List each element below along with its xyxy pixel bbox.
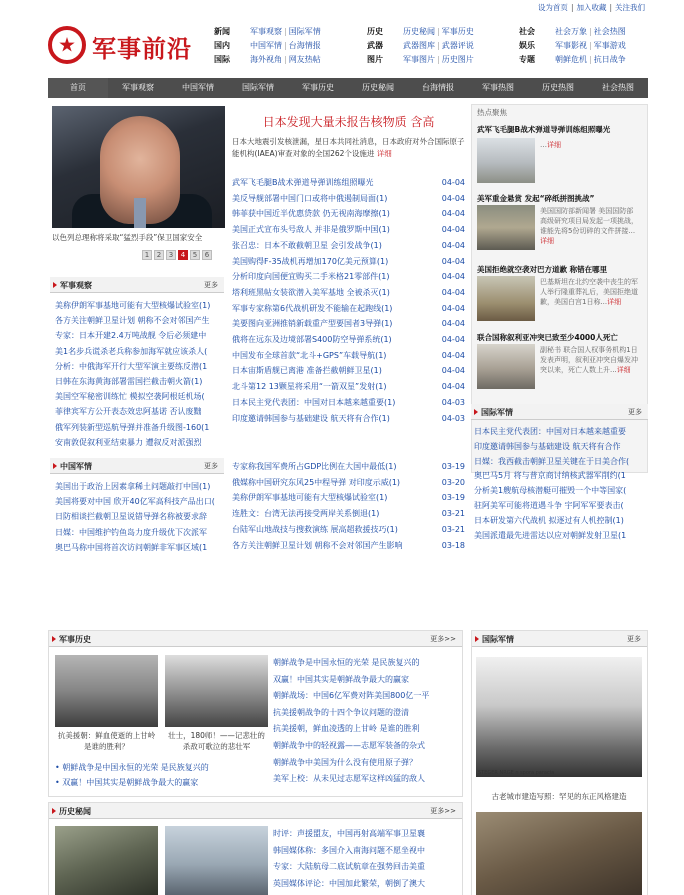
china-mil-header <box>50 458 224 474</box>
list-item[interactable]: 各方关注朝鲜卫星计划 朝称不会对邻国产生 <box>55 316 210 326</box>
intl-mil-header <box>471 404 648 420</box>
nav-item[interactable]: 社会热图 <box>602 83 634 92</box>
news-row[interactable] <box>232 301 465 317</box>
hot-item-image[interactable] <box>477 344 535 389</box>
category-group-social: 社会 社会万象 | 社会热图 娱乐 军事影视 | 军事游戏 专题 朝鲜危机 | 抗日战争 <box>519 25 626 67</box>
news-title[interactable]: 美称伊朗军事基地可能有大型核爆试验室(1) <box>232 493 388 503</box>
news-title[interactable]: 中国发布全球首款“北斗+GPS”车载导航(1) <box>232 350 387 360</box>
nav-item[interactable]: 军事热图 <box>482 83 514 92</box>
cat-head: 历史 <box>367 27 383 36</box>
logo-text: 军事前沿 <box>92 34 192 63</box>
cat-head: 国内 <box>214 41 230 50</box>
mil-hist-header <box>49 631 462 647</box>
hot-item-desc <box>540 277 640 307</box>
news-date: 04-04 <box>441 366 465 376</box>
top-links: 设为首页 | 加入收藏 | 关注我们 <box>535 2 648 13</box>
list-item[interactable]: 日媒：中国维护钓鱼岛力度升级优下次派军 <box>55 527 207 537</box>
pager-page-active[interactable]: 4 <box>178 250 188 260</box>
category-group-history: 历史 历史秘闻 | 军事历史 武器 武器图库 | 武器评说 图片 军事图片 | 历史图片 <box>367 25 474 67</box>
bullet-dot: • <box>55 763 63 772</box>
featured-photo[interactable] <box>52 106 225 228</box>
list-item[interactable]: 日韩在东海黄海部署雷国拦截击朝火箭(1) <box>55 377 203 387</box>
list-item[interactable]: 朝鲜战场：中国6亿军费对阵美国800亿一平 <box>273 691 430 701</box>
list-item[interactable]: 驻阿美军可能将道遇斗争 宇阿军军要表击( <box>474 500 624 510</box>
nav-item[interactable]: 军事历史 <box>302 83 334 92</box>
headline-title[interactable]: 日本发现大量未报告核物质 含高 <box>262 115 435 129</box>
list-item[interactable]: 时评：声援盟友，中国再射高端军事卫星襄 <box>273 829 425 838</box>
list-item[interactable]: 日媒：我西截击朝鲜卫星关键在于日美合作( <box>474 456 630 466</box>
news-date: 03-19 <box>441 493 465 503</box>
news-row[interactable] <box>232 348 465 364</box>
list-item[interactable]: 安南敦促叙利亚结束暴力 遭叙反对派强烈 <box>55 437 202 447</box>
list-item[interactable]: 美国将要对中国 欣开40亿军高科技产品出口( <box>55 497 215 507</box>
intl-mil2-caption[interactable]: 古老城市建造写照：罕见的东正风格建造 <box>491 792 627 801</box>
news-title[interactable]: 美要图向亚洲推销新载重产型要国者3导弹(1) <box>232 319 393 329</box>
cat-head: 专题 <box>519 55 535 64</box>
hot-item-desc-text: 副秘书 联合国人权事务机构1日发表声明，叙利亚冲突自爆发冲突以来，死亡人数上升... <box>540 346 638 374</box>
list-item[interactable]: 日防相谈拦截朝卫星说错导弹名称被要求辞 <box>55 512 207 522</box>
cat-link[interactable]: 历史秘闻 <box>403 27 435 36</box>
china-mil-list <box>55 479 223 555</box>
cat-head: 社会 <box>519 27 535 36</box>
list-item[interactable]: 分析：中俄海军开行大型军演主要练反潜(1 <box>55 361 208 371</box>
mil-obs-list <box>55 298 223 450</box>
hot-item-image[interactable] <box>477 276 535 321</box>
news-title[interactable]: 俄将在远东及边境部署S400防空导弹系统(1) <box>232 335 392 345</box>
news-row[interactable] <box>232 459 465 475</box>
list-item[interactable]: 日本民主党代表团：中国对日本越来越重要 <box>474 427 626 436</box>
cat-link[interactable]: 社会热图 <box>593 27 626 36</box>
list-item[interactable]: 抗美援朝，鲜血凌透的上甘岭 是谁的胜利 <box>273 724 420 734</box>
cat-link[interactable]: 朝鲜危机 <box>555 55 587 64</box>
news-row[interactable] <box>232 411 465 427</box>
headline-summary <box>232 136 465 160</box>
news-row[interactable] <box>232 332 465 348</box>
hot-item-title[interactable]: 美国拒绝就空袭对巴方道歉 称错在哪里 <box>477 265 608 274</box>
cat-link[interactable]: 武器图库 <box>403 41 435 50</box>
cat-link[interactable]: 海外视角 <box>250 55 282 64</box>
list-item[interactable]: 奥巴马称中国将首次访问朝鲜非军事区域(1 <box>55 542 208 552</box>
hot-item-desc <box>540 206 640 246</box>
set-homepage-link[interactable]: 设为首页 <box>537 3 568 12</box>
news-row[interactable] <box>232 222 465 238</box>
featured-photo-caption[interactable]: 以色列总理称将采取“猛烈手段”保卫国家安全 <box>52 233 203 242</box>
list-item[interactable]: 专家：大陆航母二底试航章在强势回击美重 <box>273 862 425 871</box>
news-date: 03-18 <box>441 540 465 550</box>
news-title[interactable]: 各方关注朝鲜卫星计划 朝称不会对邻国产生影响 <box>232 540 403 550</box>
nav-item[interactable]: 历史热图 <box>542 83 574 92</box>
news-title[interactable]: 分析印度向国便宜购买二手米格21零部件(1) <box>232 272 390 282</box>
news-date: 03-21 <box>441 509 465 519</box>
hot-item-desc-text: 巴基斯坦在北约空袭中丧生的军人举行隆重葬礼后，美国拒绝道歉，美国白宫1日称... <box>540 278 638 306</box>
hist-secret-image-2[interactable] <box>165 826 268 895</box>
list-item[interactable]: 专家：日本开建2.4万吨战舰 令后必须建中 <box>55 331 207 341</box>
news-row[interactable] <box>232 363 465 379</box>
cat-head: 新闻 <box>214 27 230 36</box>
list-item[interactable]: 美国派遣最先进雷达以应对朝鲜发射卫星(1 <box>474 530 627 540</box>
news-row[interactable] <box>232 191 465 207</box>
list-item[interactable]: 英国媒体评论：中国加此繁荣，朝倒了澳大 <box>273 878 425 888</box>
news-date: 04-04 <box>441 382 465 392</box>
news-date: 04-04 <box>441 287 465 297</box>
hist-secret-list <box>273 826 458 892</box>
mil-hist-image-1[interactable] <box>55 655 158 727</box>
news-row[interactable] <box>232 506 465 522</box>
news-date: 04-04 <box>441 319 465 329</box>
hot-item-more[interactable]: 详细 <box>616 366 631 374</box>
mil-obs-header <box>50 277 224 293</box>
cat-link[interactable]: 军事图片 <box>403 55 435 64</box>
hot-item-more[interactable]: 详细 <box>547 141 561 149</box>
nav-home[interactable]: 首页 <box>48 78 108 98</box>
hot-item-more[interactable]: 详细 <box>540 237 554 245</box>
list-item[interactable]: 朝鲜战争是中国永恒的光荣 是民族复兴的 <box>273 658 420 667</box>
list-item[interactable]: 美称伊朗军事基地可能有大型核爆试验室(1) <box>55 301 211 310</box>
nav-item[interactable]: 历史秘闻 <box>362 83 394 92</box>
mil-hist-caption-1[interactable]: 抗美援朝：鲜血使逝的上甘岭是谁的胜利？ <box>57 731 156 751</box>
news-row[interactable] <box>232 490 465 506</box>
hist-secret-title: 历史秘闻 <box>59 807 91 816</box>
cat-head: 图片 <box>367 55 383 64</box>
bullet-text[interactable]: 双赢！中国其实是朝鲜战争最大的赢家 <box>62 778 199 787</box>
bullet-item[interactable] <box>55 775 265 790</box>
news-list-2 <box>232 459 465 553</box>
news-date: 04-04 <box>441 240 465 250</box>
news-title[interactable]: 军事专家称第6代战机研发不能输在起跑线(1) <box>232 303 393 313</box>
intl-mil2-title: 国际军情 <box>482 635 514 644</box>
news-title[interactable]: 塔利班黑帖女装欲潜入美军基地 全被杀灭(1) <box>232 287 390 297</box>
news-row[interactable] <box>232 395 465 411</box>
pager-page[interactable]: 5 <box>190 250 200 260</box>
cat-link[interactable]: 武器评说 <box>441 41 474 50</box>
news-date: 04-04 <box>441 209 465 219</box>
news-row[interactable] <box>232 379 465 395</box>
list-item[interactable]: 印度邀请韩国参与基础建设 航天将有合作 <box>474 441 621 451</box>
cat-link[interactable]: 社会万象 <box>555 27 587 36</box>
list-item[interactable]: 俄军列装新型巡航导弹并准备升级图-160(1 <box>55 422 210 432</box>
nav-item[interactable]: 军事观察 <box>122 83 154 92</box>
list-item[interactable]: 美1名步兵谎杀老兵称参加海军就应该杀人( <box>55 346 208 356</box>
cat-head: 娱乐 <box>519 41 535 50</box>
news-date: 03-19 <box>441 462 465 471</box>
list-item[interactable]: 朝鲜战争中的轻视露——志愿军装备的杂式 <box>273 740 425 750</box>
news-date: 04-04 <box>441 178 465 187</box>
list-item[interactable]: 美国空军秘密训练忙 模拟空袭阿根廷机场( <box>55 392 205 402</box>
mil-hist-more[interactable]: 更多>> <box>430 635 456 643</box>
mil-hist-list <box>273 655 458 788</box>
news-date: 04-04 <box>441 193 465 203</box>
hot-item-desc: …详细 <box>540 141 561 149</box>
hot-item-title[interactable]: 美军重金悬赏 发起“碎纸拼图挑战” <box>477 194 595 203</box>
news-date: 03-20 <box>441 477 465 487</box>
cat-link[interactable]: 网友热帖 <box>288 55 321 64</box>
news-title[interactable]: 台陆军山地战技与搜救演练 展高超救援技巧(1) <box>232 524 398 534</box>
mil-hist-bullets <box>55 760 265 790</box>
list-item[interactable]: 日本研发第六代战机 拟逐过有人机控制(1) <box>474 515 624 525</box>
news-date: 04-04 <box>441 225 465 235</box>
nav-item[interactable]: 台海情报 <box>422 83 454 92</box>
list-item[interactable]: 抗美援朝战争的十四个争议问题的澄清 <box>273 707 409 717</box>
news-title[interactable]: 韩菲获中国近半优惠贷款 仍无视南海摩擦(1) <box>232 209 390 219</box>
china-mil-title: 中国军情 <box>60 462 92 471</box>
news-date: 03-21 <box>441 524 465 534</box>
news-title[interactable]: 美反导舰部署中国门口或将中俄遏制局面(1) <box>232 193 388 203</box>
news-row[interactable] <box>232 254 465 270</box>
cat-link[interactable]: 历史图片 <box>441 55 474 64</box>
bullet-text[interactable]: 朝鲜战争是中国永恒的光荣 是民族复兴的 <box>62 763 209 772</box>
cat-link[interactable]: 军事影视 <box>555 41 587 50</box>
hist-secret-header <box>49 803 462 819</box>
china-mil-more[interactable]: 更多 <box>204 462 218 470</box>
news-title[interactable]: 张召忠：日本不敢截朝卫星 会引发战争(1) <box>232 240 382 250</box>
mil-obs-more[interactable]: 更多 <box>204 281 218 289</box>
pager-page[interactable]: 1 <box>142 250 152 260</box>
intl-mil2-more[interactable]: 更多 <box>627 635 641 643</box>
pager-page[interactable]: 2 <box>154 250 164 260</box>
main-nav <box>48 78 648 98</box>
hot-item-image[interactable] <box>477 138 535 183</box>
hot-item-more[interactable]: 详细 <box>607 298 622 306</box>
news-row[interactable] <box>232 285 465 301</box>
news-list <box>232 175 465 426</box>
cat-link[interactable]: 军事游戏 <box>593 41 626 50</box>
news-title[interactable]: 日本民主党代表团：中国对日本越来越重要(1) <box>232 397 396 407</box>
mil-hist-image-2[interactable] <box>165 655 268 727</box>
list-item[interactable]: 美军上校：从未见过志愿军这样凶猛的敌人 <box>273 774 425 784</box>
hot-item-desc-text: 美国国防部新闻署 美国国防部高级研究项目局发起一项挑战，谁能先将5份切碎的文件拼接... <box>540 207 638 235</box>
hot-item-title[interactable]: 武军飞毛腿B战术弹道导弹训练组照曝光 <box>477 125 611 134</box>
news-row[interactable] <box>232 269 465 285</box>
hot-focus-title: 热点聚焦 <box>477 108 507 117</box>
news-row[interactable] <box>232 175 465 191</box>
news-date: 04-04 <box>441 272 465 282</box>
mil-hist-caption-2[interactable]: 壮士，180师！——记悲壮的杀敌可歌泣的悲壮军 <box>168 731 265 751</box>
cat-link[interactable]: 台海情报 <box>288 41 321 50</box>
intl-mil-more[interactable]: 更多 <box>628 408 642 416</box>
site-logo[interactable] <box>48 24 193 66</box>
news-title[interactable]: 俄媒称中国研究东风25中程导弹 对印度示威(1) <box>232 477 401 487</box>
pager-page[interactable]: 6 <box>202 250 212 260</box>
intl-mil2-image-text: STEGER NRGE n spora paracia <box>478 770 555 776</box>
cat-link[interactable]: 中国军情 <box>250 41 282 50</box>
mil-hist-title: 军事历史 <box>59 635 91 644</box>
news-date: 04-03 <box>441 397 465 407</box>
news-title[interactable]: 专家称我国军费所占GDP比例在大国中最低(1) <box>232 462 397 471</box>
news-date: 04-04 <box>441 256 465 266</box>
headline-more-link[interactable]: 详细 <box>376 149 392 158</box>
intl-mil2-image-2[interactable] <box>476 812 642 895</box>
nav-item[interactable]: 国际军情 <box>242 83 274 92</box>
news-title[interactable]: 北斗第12 13颗星将采用“一箭双星”发射(1) <box>232 382 387 392</box>
news-date: 04-04 <box>441 350 465 360</box>
nav-item[interactable]: 中国军情 <box>182 83 214 92</box>
hot-item-desc <box>540 345 640 375</box>
cat-link[interactable]: 国际军情 <box>288 27 321 36</box>
intl-mil2-image[interactable] <box>476 657 642 777</box>
cat-link[interactable]: 抗日战争 <box>593 55 626 64</box>
follow-us-link[interactable]: 关注我们 <box>615 3 645 12</box>
star-logo-icon <box>48 26 86 64</box>
list-item[interactable]: 双赢！中国其实是朝鲜战争最大的赢家 <box>273 674 409 684</box>
pager-page[interactable]: 3 <box>166 250 176 260</box>
news-row[interactable] <box>232 538 465 554</box>
news-title[interactable]: 美国购得F-35战机再增加170亿美元预算(1) <box>232 256 389 266</box>
list-item[interactable]: 朝鲜战争中美国为什么没有使用原子弹？ <box>273 757 417 767</box>
news-date: 04-04 <box>441 335 465 345</box>
news-row[interactable] <box>232 522 465 538</box>
hot-item-title[interactable]: 联合国称叙利亚冲突已致至少4000人死亡 <box>477 333 618 342</box>
news-title[interactable]: 美国正式宣布头号敌人 并非是俄罗斯中国(1) <box>232 225 390 235</box>
cat-link[interactable]: 军事观察 <box>250 27 282 36</box>
news-date: 04-04 <box>441 303 465 313</box>
mil-obs-title: 军事观察 <box>60 281 92 290</box>
news-row[interactable] <box>232 316 465 332</box>
news-date: 04-03 <box>441 413 465 423</box>
list-item[interactable]: 分析美1艘航母核潜艇可摧毁一个中等国家( <box>474 486 627 496</box>
list-item[interactable]: 美国出于政治上因素拿稀土问题敲打中国(1) <box>55 482 211 491</box>
news-row[interactable] <box>232 238 465 254</box>
hist-secret-more[interactable]: 更多>> <box>430 807 456 815</box>
add-favorite-link[interactable]: 加入收藏 <box>576 3 607 12</box>
category-group-news: 新闻 军事观察 | 国际军情 国内 中国军情 | 台海情报 国际 海外视角 | 网友热帖 <box>214 25 321 67</box>
news-title[interactable]: 连胜文：台湾无法再接受两岸关系倒退(1) <box>232 509 380 519</box>
cat-head: 国际 <box>214 55 230 64</box>
news-row[interactable] <box>232 206 465 222</box>
bullet-item[interactable] <box>55 760 265 775</box>
list-item[interactable]: 菲律宾军方公开表态效忠阿基诺 否认废黜 <box>55 407 202 417</box>
list-item[interactable]: 奥巴马5月 将与普京商讨纳核武器军削约(1 <box>474 471 626 481</box>
news-title[interactable]: 印度邀请韩国参与基础建设 航天将有合作(1) <box>232 413 390 423</box>
cat-head: 武器 <box>367 41 383 50</box>
hist-secret-image-1[interactable] <box>55 826 158 895</box>
slideshow-pager <box>142 250 212 260</box>
intl-mil-title: 国际军情 <box>481 408 513 417</box>
list-item[interactable]: 韩国媒体称：多国介入南海问题不愿坐视中 <box>273 845 425 855</box>
intl-mil-list <box>474 425 644 543</box>
cat-link[interactable]: 军事历史 <box>441 27 474 36</box>
news-title[interactable]: 武军飞毛腿B战术弹道导弹训练组照曝光 <box>232 178 374 187</box>
headline-summary-text: 日本大地震引发核泄漏，星日本共同社消息，日本政府对外合国际原子能机构(IAEA)审查对象的全国262个设施进 <box>232 137 465 158</box>
news-title[interactable]: 日本宙斯盾舰已离港 准备拦截朝鲜卫星(1) <box>232 366 382 376</box>
bullet-dot: • <box>55 778 63 787</box>
news-row[interactable] <box>232 475 465 491</box>
intl-mil2-header <box>472 631 647 647</box>
hot-item-image[interactable] <box>477 205 535 250</box>
